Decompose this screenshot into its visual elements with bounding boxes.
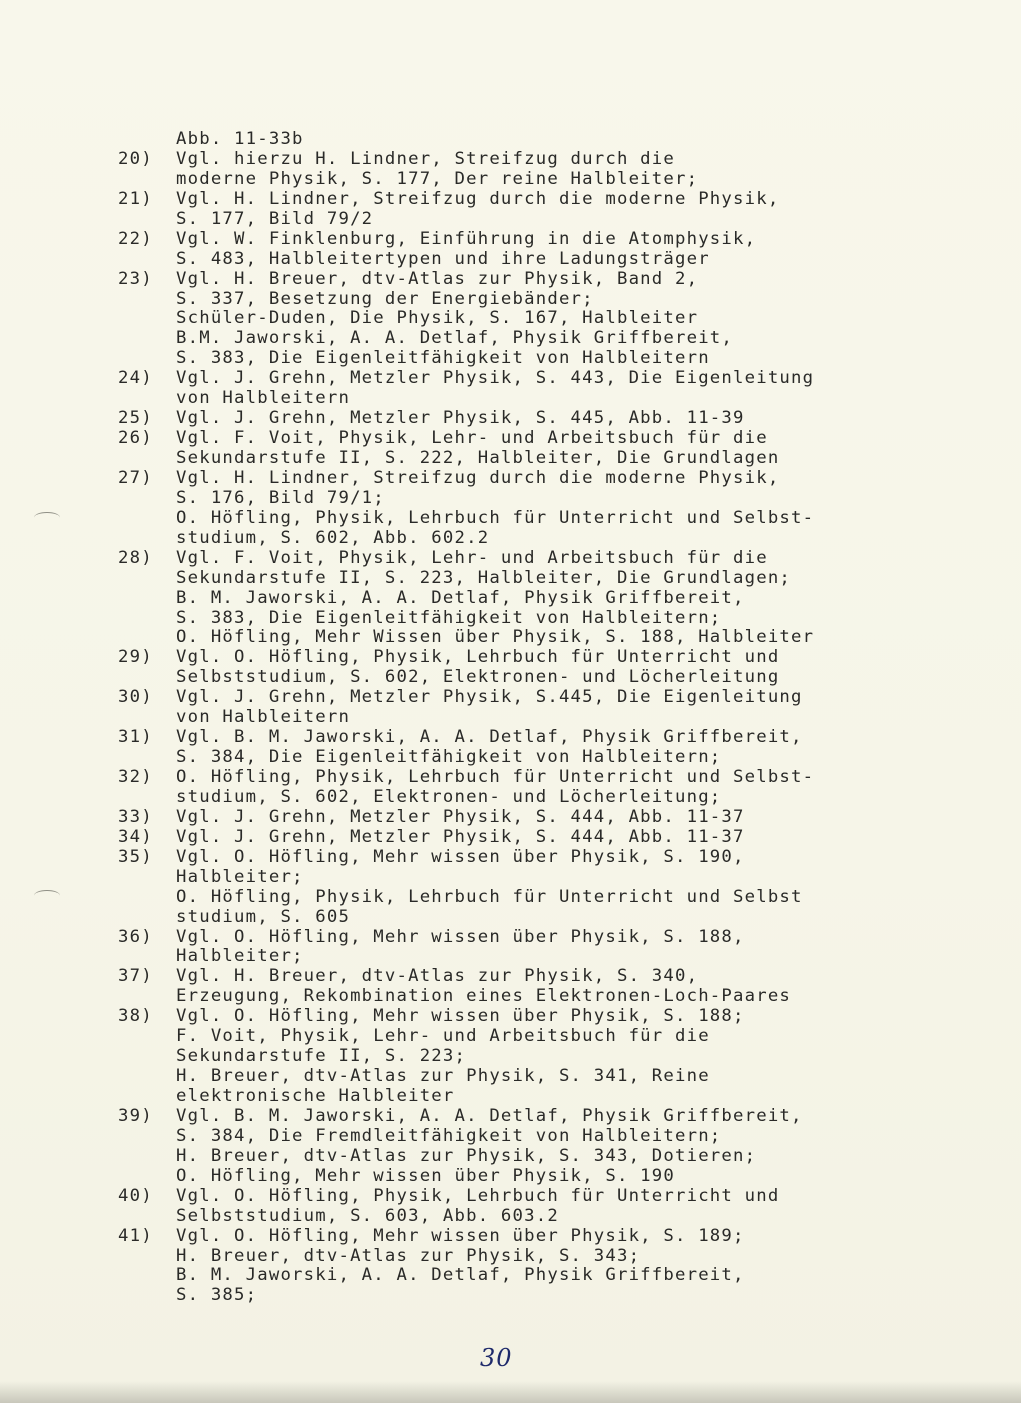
endnote-text xyxy=(176,808,745,828)
endnote-line: Vgl. J. Grehn, Metzler Physik, S. 444, Abb. 11-37 xyxy=(176,806,745,827)
endnote xyxy=(118,469,814,549)
endnote-line: studium, S. 602, Abb. 602.2 xyxy=(176,527,490,548)
endnote-line: Vgl. B. M. Jaworski, A. A. Detlaf, Physik Griffbereit, xyxy=(176,1105,803,1126)
punch-mark xyxy=(34,890,60,901)
endnote-number: 23) xyxy=(118,268,153,289)
endnote-line: Selbststudium, S. 602, Elektronen- und Löcherleitung xyxy=(176,667,780,688)
endnote-line: Schüler-Duden, Die Physik, S. 167, Halbleiter xyxy=(176,308,699,329)
endnote-number: 26) xyxy=(118,428,153,449)
endnote-text xyxy=(176,230,756,270)
endnote-line: studium, S. 602, Elektronen- und Löcherleitung; xyxy=(176,786,722,807)
endnote-line: Sekundarstufe II, S. 222, Halbleiter, Die Grundlagen xyxy=(176,448,780,469)
endnote-line: S. 384, Die Fremdleitfähigkeit von Halbleitern; xyxy=(176,1125,722,1146)
endnote-line: Vgl. J. Grehn, Metzler Physik, S. 443, Die Eigenleitung xyxy=(176,368,815,389)
endnote-line: Vgl. J. Grehn, Metzler Physik, S. 445, Abb. 11-39 xyxy=(176,408,745,429)
endnote xyxy=(118,1187,814,1227)
endnote xyxy=(118,230,814,270)
endnote-number: 27) xyxy=(118,467,153,488)
endnote-line: S. 176, Bild 79/1; xyxy=(176,487,385,508)
endnote xyxy=(118,130,814,150)
endnote-line: H. Breuer, dtv-Atlas zur Physik, S. 343, Dotieren; xyxy=(176,1145,757,1166)
endnote xyxy=(118,648,814,688)
endnote-text xyxy=(176,150,698,190)
endnote-line: F. Voit, Physik, Lehr- und Arbeitsbuch für die xyxy=(176,1026,710,1047)
endnote-line: S. 383, Die Eigenleitfähigkeit von Halbleitern xyxy=(176,348,710,369)
endnote-text xyxy=(176,549,814,649)
endnote-text xyxy=(176,1007,745,1107)
endnote-line: Vgl. H. Breuer, dtv-Atlas zur Physik, S. 340, xyxy=(176,966,699,987)
endnote xyxy=(118,828,814,848)
endnote-line: Selbststudium, S. 603, Abb. 603.2 xyxy=(176,1205,559,1226)
endnote-line: O. Höfling, Physik, Lehrbuch für Unterricht und Selbst- xyxy=(176,767,815,788)
endnote-line: Vgl. O. Höfling, Mehr wissen über Physik, S. 188; xyxy=(176,1006,745,1027)
endnote-number: 37) xyxy=(118,966,153,987)
endnote-number: 32) xyxy=(118,767,153,788)
endnote-line: Vgl. H. Lindner, Streifzug durch die moderne Physik, xyxy=(176,467,780,488)
endnote-line: O. Höfling, Mehr Wissen über Physik, S. 188, Halbleiter xyxy=(176,627,815,648)
endnote-line: studium, S. 605 xyxy=(176,906,351,927)
endnote-number: 25) xyxy=(118,408,153,429)
endnote-line: von Halbleitern xyxy=(176,707,351,728)
endnote-line: Vgl. O. Höfling, Mehr wissen über Physik, S. 190, xyxy=(176,846,745,867)
endnote-text xyxy=(176,130,304,150)
endnote-line: H. Breuer, dtv-Atlas zur Physik, S. 343; xyxy=(176,1245,641,1266)
page-number: 30 xyxy=(480,1344,513,1372)
endnote-line: S. 383, Die Eigenleitfähigkeit von Halbleitern; xyxy=(176,607,722,628)
endnote-line: Vgl. O. Höfling, Mehr wissen über Physik, S. 189; xyxy=(176,1225,745,1246)
endnote-text xyxy=(176,1187,779,1227)
endnote-line: S. 337, Besetzung der Energiebänder; xyxy=(176,288,594,309)
endnote-line: Sekundarstufe II, S. 223, Halbleiter, Die Grundlagen; xyxy=(176,567,792,588)
endnote xyxy=(118,688,814,728)
endnote xyxy=(118,409,814,429)
endnote-number: 21) xyxy=(118,188,153,209)
endnote-line: Halbleiter; xyxy=(176,946,304,967)
endnote-number: 41) xyxy=(118,1225,153,1246)
endnote-line: B.M. Jaworski, A. A. Detlaf, Physik Griffbereit, xyxy=(176,328,734,349)
endnote-text xyxy=(176,688,803,728)
endnote-number: 30) xyxy=(118,687,153,708)
endnote-text xyxy=(176,1107,803,1187)
endnote-text xyxy=(176,928,745,968)
endnote xyxy=(118,1227,814,1307)
endnote-line: S. 177, Bild 79/2 xyxy=(176,208,374,229)
endnote-text xyxy=(176,848,803,928)
endnote-line: Erzeugung, Rekombination eines Elektronen-Loch-Paares xyxy=(176,986,792,1007)
endnote-number: 33) xyxy=(118,806,153,827)
endnote xyxy=(118,1007,814,1107)
endnote-number: 36) xyxy=(118,926,153,947)
endnote-line: O. Höfling, Physik, Lehrbuch für Unterricht und Selbst- xyxy=(176,507,815,528)
endnote-line: H. Breuer, dtv-Atlas zur Physik, S. 341, Reine xyxy=(176,1066,710,1087)
endnote xyxy=(118,549,814,649)
endnote xyxy=(118,1107,814,1187)
endnote-number: 20) xyxy=(118,148,153,169)
endnote-text xyxy=(176,768,814,808)
endnote-number: 34) xyxy=(118,826,153,847)
endnote-number: 35) xyxy=(118,846,153,867)
endnote-number xyxy=(118,130,176,150)
endnote-number: 28) xyxy=(118,547,153,568)
endnote xyxy=(118,808,814,828)
endnote xyxy=(118,429,814,469)
endnote xyxy=(118,369,814,409)
endnote-line: Sekundarstufe II, S. 223; xyxy=(176,1046,467,1067)
endnote-number: 31) xyxy=(118,727,153,748)
endnote-text xyxy=(176,828,745,848)
endnote-line: Vgl. B. M. Jaworski, A. A. Detlaf, Physik Griffbereit, xyxy=(176,727,803,748)
endnote xyxy=(118,728,814,768)
endnote-line: Vgl. W. Finklenburg, Einführung in die Atomphysik, xyxy=(176,228,757,249)
endnote-number: 39) xyxy=(118,1105,153,1126)
endnote-line: S. 385; xyxy=(176,1285,258,1306)
endnote-line: B. M. Jaworski, A. A. Detlaf, Physik Griffbereit, xyxy=(176,1265,745,1286)
endnote-text xyxy=(176,469,814,549)
endnote xyxy=(118,967,814,1007)
endnote xyxy=(118,270,814,370)
scan-edge-shadow xyxy=(0,1381,1021,1403)
endnote-text xyxy=(176,728,803,768)
endnote xyxy=(118,928,814,968)
endnote-line: Vgl. H. Lindner, Streifzug durch die moderne Physik, xyxy=(176,188,780,209)
endnote-line: Vgl. H. Breuer, dtv-Atlas zur Physik, Band 2, xyxy=(176,268,699,289)
endnote-line: elektronische Halbleiter xyxy=(176,1086,455,1107)
endnotes-list xyxy=(118,130,814,1306)
endnote-number: 22) xyxy=(118,228,153,249)
endnote-text xyxy=(176,648,779,688)
endnote-text xyxy=(176,1227,745,1307)
endnote-line: Vgl. O. Höfling, Physik, Lehrbuch für Unterricht und xyxy=(176,1185,780,1206)
endnote-text xyxy=(176,190,779,230)
endnote-line: B. M. Jaworski, A. A. Detlaf, Physik Griffbereit, xyxy=(176,587,745,608)
endnote-line: O. Höfling, Mehr wissen über Physik, S. 190 xyxy=(176,1165,675,1186)
endnote-number: 40) xyxy=(118,1185,153,1206)
endnote-text xyxy=(176,967,791,1007)
endnote-line: Vgl. O. Höfling, Mehr wissen über Physik, S. 188, xyxy=(176,926,745,947)
endnote-line: Vgl. J. Grehn, Metzler Physik, S. 444, Abb. 11-37 xyxy=(176,826,745,847)
endnote xyxy=(118,768,814,808)
endnote xyxy=(118,150,814,190)
endnote-line: Halbleiter; xyxy=(176,866,304,887)
endnote-text xyxy=(176,270,733,370)
endnote-line: S. 384, Die Eigenleitfähigkeit von Halbleitern; xyxy=(176,747,722,768)
endnote-line: moderne Physik, S. 177, Der reine Halbleiter; xyxy=(176,168,699,189)
endnote-line: S. 483, Halbleitertypen und ihre Ladungsträger xyxy=(176,248,710,269)
endnote-line: Vgl. J. Grehn, Metzler Physik, S.445, Die Eigenleitung xyxy=(176,687,803,708)
endnote-text xyxy=(176,369,814,409)
endnote-line: Vgl. F. Voit, Physik, Lehr- und Arbeitsbuch für die xyxy=(176,428,768,449)
endnote-text xyxy=(176,429,779,469)
punch-mark xyxy=(34,512,60,523)
endnote-line: O. Höfling, Physik, Lehrbuch für Unterricht und Selbst xyxy=(176,886,803,907)
endnote xyxy=(118,848,814,928)
endnote-text xyxy=(176,409,745,429)
endnote-number: 29) xyxy=(118,647,153,668)
endnote-number: 38) xyxy=(118,1006,153,1027)
endnote-line: Vgl. hierzu H. Lindner, Streifzug durch die xyxy=(176,148,675,169)
endnote-line: Vgl. O. Höfling, Physik, Lehrbuch für Unterricht und xyxy=(176,647,780,668)
endnote xyxy=(118,190,814,230)
endnote-line: Abb. 11-33b xyxy=(176,129,304,149)
endnote-number: 24) xyxy=(118,368,153,389)
endnote-line: von Halbleitern xyxy=(176,388,351,409)
endnote-line: Vgl. F. Voit, Physik, Lehr- und Arbeitsbuch für die xyxy=(176,547,768,568)
